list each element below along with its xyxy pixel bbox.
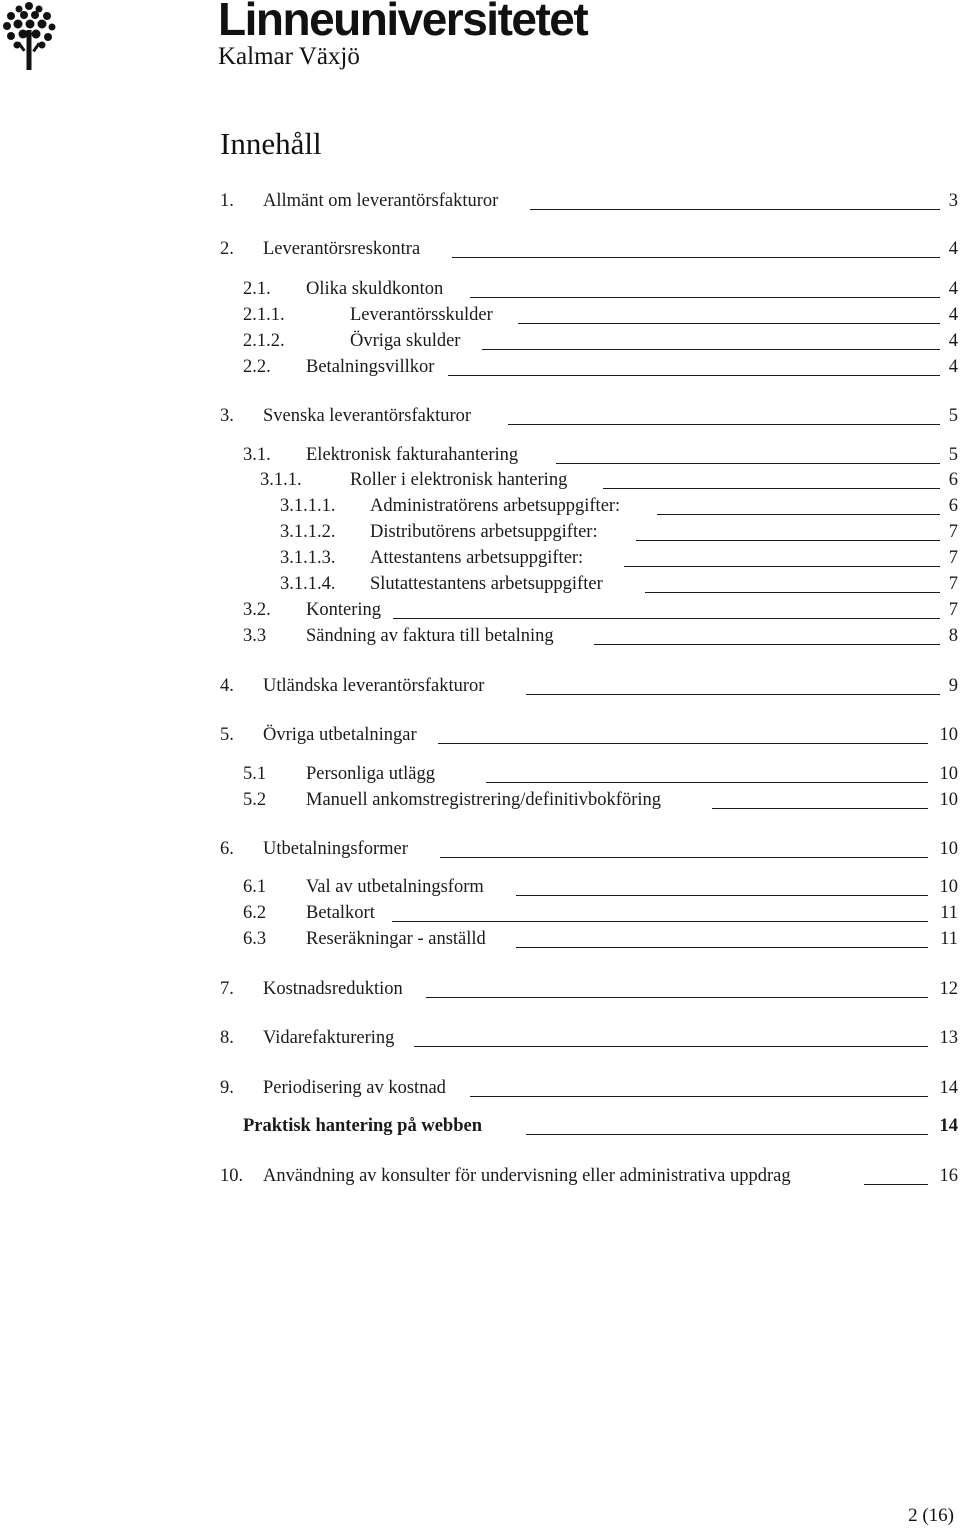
toc-entry-label: Sändning av faktura till betalning: [306, 626, 554, 646]
toc-entry[interactable]: [0, 519, 960, 545]
toc-entry-page: 4: [948, 305, 958, 325]
toc-entry-page: 13: [939, 1028, 958, 1048]
toc-leader-line: [624, 566, 940, 567]
toc-entry-page: 4: [948, 279, 958, 299]
toc-entry-page: 16: [939, 1166, 958, 1186]
toc-entry[interactable]: [0, 900, 960, 926]
toc-entry[interactable]: [0, 623, 960, 649]
toc-entry-number: 3.2.: [243, 600, 271, 620]
toc-entry-number: 2.1.1.: [243, 305, 285, 325]
toc-entry[interactable]: [0, 926, 960, 952]
toc-entry[interactable]: [0, 722, 960, 748]
toc-entry-page: 7: [948, 548, 958, 568]
toc-entry-label: Betalkort: [306, 903, 375, 923]
toc-leader-line: [516, 947, 928, 948]
toc-entry-page: 10: [939, 839, 958, 859]
toc-entry-page: 8: [948, 626, 958, 646]
toc-entry-label: Allmänt om leverantörsfakturor: [263, 191, 499, 211]
toc-entry-number: 3.1.1.: [260, 470, 302, 490]
toc-entry[interactable]: [0, 976, 960, 1002]
toc-leader-line: [392, 921, 928, 922]
toc-leader-line: [526, 1134, 928, 1135]
toc-entry-label: Kontering: [306, 600, 382, 620]
tree-icon: [2, 0, 56, 70]
toc-title: Innehåll: [220, 126, 322, 161]
toc-entry-page: 10: [939, 725, 958, 745]
toc-entry[interactable]: [0, 673, 960, 699]
toc-entry-page: 4: [948, 357, 958, 377]
toc-entry-page: 11: [940, 903, 958, 923]
toc-entry-label: Reseräkningar - anställd: [306, 929, 486, 949]
toc-entry-page: 5: [948, 445, 958, 465]
toc-entry-number: 3.3: [243, 626, 267, 646]
brand-name: Linneuniversitetet: [218, 0, 588, 45]
toc-entry[interactable]: [0, 1075, 960, 1101]
toc-entry[interactable]: [0, 1025, 960, 1051]
toc-entry-page: 10: [939, 764, 958, 784]
toc-leader-line: [440, 857, 928, 858]
toc-entry-number: 2.: [220, 239, 234, 259]
toc-entry-label: Utländska leverantörsfakturor: [263, 676, 485, 696]
toc-entry-page: 7: [948, 574, 958, 594]
toc-leader-line: [556, 463, 940, 464]
toc-leader-line: [438, 743, 928, 744]
toc-entry-number: 2.1.: [243, 279, 271, 299]
toc-entry[interactable]: [0, 1163, 960, 1189]
toc-entry-page: 7: [948, 600, 958, 620]
toc-entry-number: 3.1.1.3.: [280, 548, 336, 568]
toc-leader-line: [393, 618, 940, 619]
toc-leader-line: [452, 257, 940, 258]
toc-entry-label: Leverantörsreskontra: [263, 239, 421, 259]
toc-entry-number: 7.: [220, 979, 234, 999]
toc-entry-label: Manuell ankomstregistrering/definitivbokföring: [306, 790, 662, 810]
toc-entry-label: Övriga skulder: [350, 331, 461, 351]
toc-entry-page: 10: [939, 790, 958, 810]
toc-entry-number: 5.1: [243, 764, 267, 784]
toc-leader-line: [657, 514, 940, 515]
toc-entry-label: Roller i elektronisk hantering: [350, 470, 568, 490]
toc-entry-label: Val av utbetalningsform: [306, 877, 484, 897]
toc-entry-label: Svenska leverantörsfakturor: [263, 406, 472, 426]
toc-entry[interactable]: [0, 403, 960, 429]
toc-entry[interactable]: [0, 787, 960, 813]
toc-entry-number: 2.1.2.: [243, 331, 285, 351]
toc-leader-line: [508, 424, 940, 425]
toc-entry-number: 2.2.: [243, 357, 271, 377]
toc-entry-number: 5.: [220, 725, 234, 745]
toc-entry-page: 7: [948, 522, 958, 542]
brand-subtitle: Kalmar Växjö: [218, 43, 360, 70]
toc-entry-page: 12: [939, 979, 958, 999]
toc-entry[interactable]: [0, 467, 960, 493]
toc-entry-page: 6: [948, 496, 958, 516]
toc-leader-line: [645, 592, 940, 593]
toc-leader-line: [486, 782, 928, 783]
toc-entry-number: 3.: [220, 406, 234, 426]
toc-leader-line: [518, 323, 940, 324]
toc-entry-number: 6.3: [243, 929, 267, 949]
toc-entry-label: Leverantörsskulder: [350, 305, 493, 325]
toc-entry-label: Användning av konsulter för undervisning eller administrativa uppdrag: [263, 1166, 791, 1186]
toc-leader-line: [636, 540, 940, 541]
toc-entry-page: 3: [948, 191, 958, 211]
toc-entry-label: Kostnadsreduktion: [263, 979, 403, 999]
toc-entry-page: 9: [948, 676, 958, 696]
toc-entry[interactable]: [0, 236, 960, 262]
toc-entry-number: 10.: [220, 1166, 244, 1186]
toc-entry[interactable]: [0, 188, 960, 214]
toc-entry[interactable]: [0, 874, 960, 900]
toc-leader-line: [526, 694, 940, 695]
toc-entry-number: 3.1.1.2.: [280, 522, 336, 542]
toc-entry[interactable]: [0, 302, 960, 328]
toc-entry-page: 14: [939, 1078, 958, 1098]
toc-entry-page: 4: [948, 331, 958, 351]
toc-leader-line: [470, 297, 940, 298]
toc-entry[interactable]: [0, 571, 960, 597]
toc-entry-label: Distributörens arbetsuppgifter:: [370, 522, 598, 542]
toc-leader-line: [448, 375, 940, 376]
toc-entry-number: 5.2: [243, 790, 267, 810]
toc-entry-page: 5: [948, 406, 958, 426]
toc-entry-number: 3.1.1.1.: [280, 496, 336, 516]
toc-entry[interactable]: [0, 493, 960, 519]
toc-entry-label: Elektronisk fakturahantering: [306, 445, 519, 465]
toc-entry[interactable]: [0, 545, 960, 571]
toc-entry[interactable]: [0, 328, 960, 354]
toc-leader-line: [414, 1046, 928, 1047]
toc-entry-page: 10: [939, 877, 958, 897]
toc-entry-label: Periodisering av kostnad: [263, 1078, 446, 1098]
toc-entry-page: 6: [948, 470, 958, 490]
toc-leader-line: [530, 209, 940, 210]
toc-entry[interactable]: [0, 1113, 960, 1139]
toc-entry-page: 4: [948, 239, 958, 259]
toc-entry-number: 3.1.: [243, 445, 271, 465]
toc-entry-number: 4.: [220, 676, 234, 696]
toc-entry-label: Övriga utbetalningar: [263, 725, 417, 745]
toc-entry-label: Praktisk hantering på webben: [243, 1116, 482, 1136]
toc-entry-label: Slutattestantens arbetsuppgifter: [370, 574, 603, 594]
toc-entry[interactable]: [0, 442, 960, 468]
toc-entry-label: Vidarefakturering: [263, 1028, 395, 1048]
toc-entry[interactable]: [0, 761, 960, 787]
toc-entry-label: Olika skuldkonton: [306, 279, 444, 299]
toc-entry[interactable]: [0, 836, 960, 862]
toc-entry-label: Utbetalningsformer: [263, 839, 408, 859]
toc-entry-label: Personliga utlägg: [306, 764, 435, 784]
toc-entry[interactable]: [0, 354, 960, 380]
toc-leader-line: [864, 1184, 928, 1185]
toc-leader-line: [594, 644, 940, 645]
toc-leader-line: [516, 895, 928, 896]
toc-leader-line: [712, 808, 928, 809]
toc-leader-line: [470, 1096, 928, 1097]
toc-entry-label: Attestantens arbetsuppgifter:: [370, 548, 584, 568]
toc-entry-page: 14: [939, 1116, 958, 1136]
toc-leader-line: [603, 488, 940, 489]
toc-entry-number: 6.1: [243, 877, 267, 897]
toc-entry-number: 8.: [220, 1028, 234, 1048]
toc-entry-number: 9.: [220, 1078, 234, 1098]
page-indicator: 2 (16): [908, 1505, 954, 1526]
toc-entry-number: 6.: [220, 839, 234, 859]
toc-entry-number: 3.1.1.4.: [280, 574, 336, 594]
toc-entry-number: 6.2: [243, 903, 267, 923]
toc-leader-line: [426, 997, 928, 998]
toc-entry-page: 11: [940, 929, 958, 949]
toc-entry[interactable]: [0, 597, 960, 623]
toc-entry-label: Administratörens arbetsuppgifter:: [370, 496, 621, 516]
toc-entry-number: 1.: [220, 191, 234, 211]
toc-leader-line: [482, 349, 940, 350]
toc-entry-label: Betalningsvillkor: [306, 357, 435, 377]
toc-entry[interactable]: [0, 276, 960, 302]
